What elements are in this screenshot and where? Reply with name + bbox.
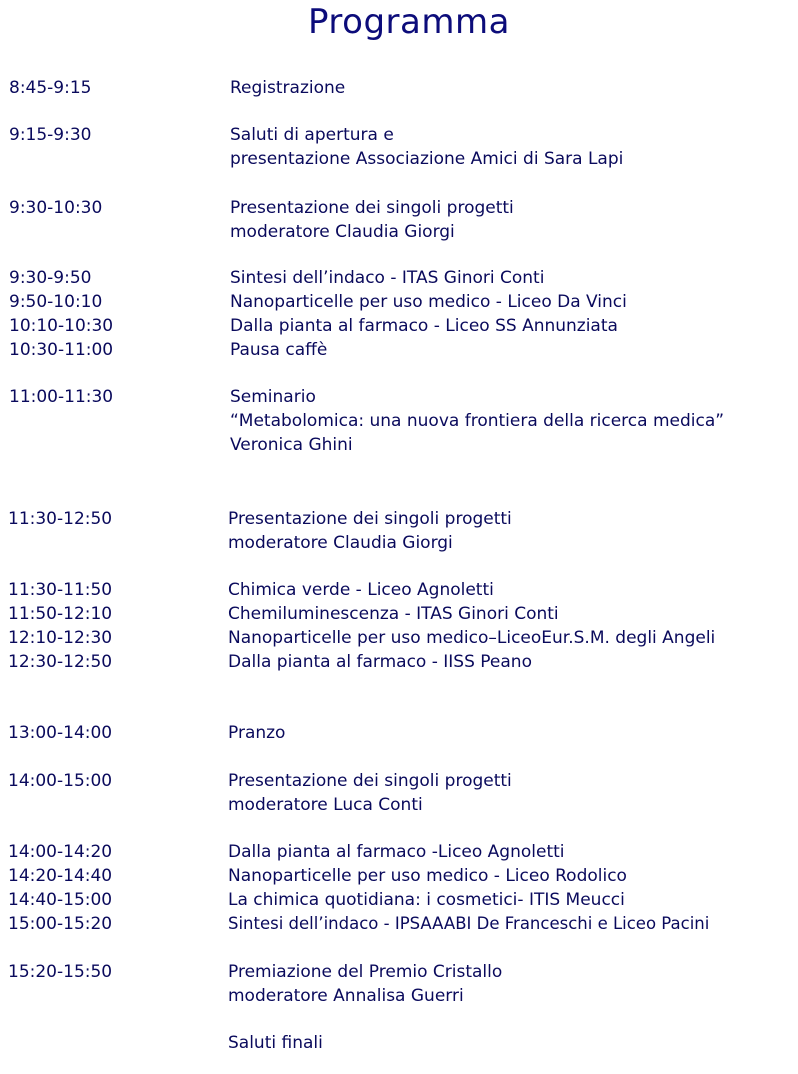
entry-description: Presentazione dei singoli progetti [228, 771, 512, 791]
entry-time: 14:00-14:20 [8, 842, 113, 862]
entry-time: 11:50-12:10 [8, 604, 113, 624]
entry-description: Premiazione del Premio Cristallo [228, 962, 503, 982]
entry-description: Nanoparticelle per uso medico–LiceoEur.S.M. degli Angeli [228, 628, 716, 648]
entry-description: Sintesi dell’indaco - IPSAAABI De Franceschi e Liceo Pacini [228, 914, 710, 933]
entry-description: “Metabolomica: una nuova frontiera della ricerca medica” [230, 411, 725, 431]
entry-description: presentazione Associazione Amici di Sara Lapi [230, 149, 624, 169]
entry-description: moderatore Annalisa Guerri [228, 986, 464, 1006]
entry-time: 11:00-11:30 [9, 387, 114, 407]
entry-description: Sintesi dell’indaco - ITAS Ginori Conti [230, 268, 545, 288]
entry-time: 9:30-10:30 [9, 198, 103, 218]
entry-description: moderatore Claudia Giorgi [228, 533, 453, 553]
entry-time: 10:30-11:00 [9, 340, 114, 360]
entry-time: 9:30-9:50 [9, 268, 92, 288]
entry-time: 15:20-15:50 [8, 962, 113, 982]
entry-time: 14:40-15:00 [8, 890, 113, 910]
entry-time: 13:00-14:00 [8, 723, 113, 743]
entry-time: 12:30-12:50 [8, 652, 113, 672]
entry-description: Seminario [230, 387, 316, 407]
entry-description: Nanoparticelle per uso medico - Liceo Rodolico [228, 866, 627, 886]
entry-description: Nanoparticelle per uso medico - Liceo Da Vinci [230, 292, 627, 312]
entry-description: Pranzo [228, 723, 286, 743]
entry-time: 14:00-15:00 [8, 771, 113, 791]
entry-time: 14:20-14:40 [8, 866, 113, 886]
entry-description: moderatore Luca Conti [228, 795, 423, 815]
entry-description: Registrazione [230, 78, 346, 98]
entry-description: Dalla pianta al farmaco - Liceo SS Annunziata [230, 316, 618, 336]
entry-description: Presentazione dei singoli progetti [230, 198, 514, 218]
entry-time: 12:10-12:30 [8, 628, 113, 648]
entry-time: 11:30-12:50 [8, 509, 113, 529]
entry-time: 10:10-10:30 [9, 316, 114, 336]
entry-time: 11:30-11:50 [8, 580, 113, 600]
entry-description: Saluti di apertura e [230, 125, 394, 145]
entry-time: 9:15-9:30 [9, 125, 92, 145]
entry-time: 8:45-9:15 [9, 78, 92, 98]
entry-description: Dalla pianta al farmaco - IISS Peano [228, 652, 532, 672]
entry-description: Veronica Ghini [230, 435, 353, 455]
page-title: Programma [308, 2, 510, 42]
entry-description: Chimica verde - Liceo Agnoletti [228, 580, 494, 600]
entry-description: La chimica quotidiana: i cosmetici- ITIS Meucci [228, 890, 625, 910]
entry-description: Pausa caffè [230, 340, 328, 360]
entry-description: Presentazione dei singoli progetti [228, 509, 512, 529]
entry-description: Chemiluminescenza - ITAS Ginori Conti [228, 604, 559, 624]
entry-description: Dalla pianta al farmaco -Liceo Agnoletti [228, 842, 565, 862]
entry-description: moderatore Claudia Giorgi [230, 222, 455, 242]
entry-time: 15:00-15:20 [8, 914, 113, 934]
entry-time: 9:50-10:10 [9, 292, 103, 312]
entry-description: Saluti finali [228, 1033, 323, 1053]
